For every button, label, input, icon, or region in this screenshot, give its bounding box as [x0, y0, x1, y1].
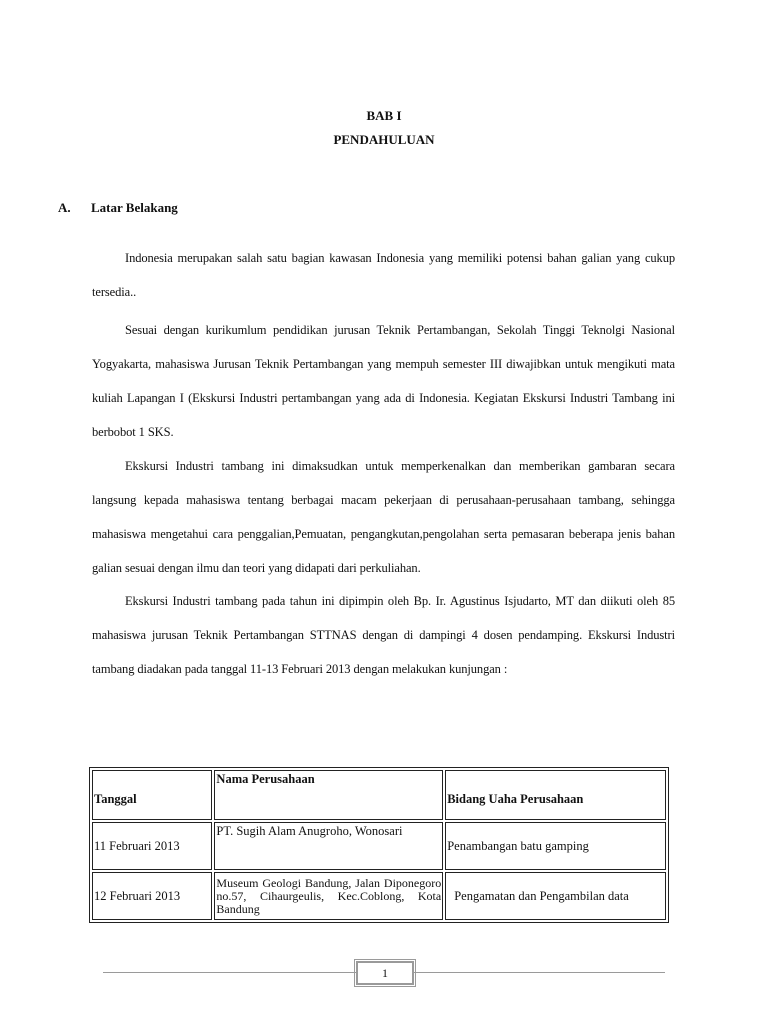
cell-company: Museum Geologi Bandung, Jalan Diponegoro no.57, Cihaurgeulis, Kec.Coblong, Kota Bandung	[214, 872, 443, 920]
section-title: Latar Belakang	[91, 200, 178, 215]
page-number: 1	[356, 961, 414, 985]
section-heading	[58, 200, 178, 216]
paragraph-1: Indonesia merupakan salah satu bagian kawasan Indonesia yang memiliki potensi bahan galian yang cukup tersedia..	[92, 251, 675, 299]
visit-table	[89, 767, 669, 923]
cell-date: 12 Februari 2013	[92, 872, 212, 920]
table-row	[92, 872, 666, 920]
header-nama-perusahaan: Nama Perusahaan	[214, 770, 443, 820]
paragraph-3: Ekskursi Industri tambang ini dimaksudkan untuk memperkenalkan dan memberikan gambaran secara langsung kepada mahasiswa tentang berbagai macam pekerjaan di perusahaan-perusahaan tambang, sehingga mahasiswa mengetahui cara penggalian,Pemuatan, pengangkutan,pengolahan serta pemasaran beberapa jenis bahan galian sesuai dengan ilmu dan teori yang didapati dari perkuliahan.	[92, 459, 675, 575]
cell-company: PT. Sugih Alam Anugroho, Wonosari	[214, 822, 443, 870]
cell-date: 11 Februari 2013	[92, 822, 212, 870]
table-header-row	[92, 770, 666, 820]
chapter-label: BAB I	[366, 108, 402, 123]
paragraph-2: Sesuai dengan kurikumlum pendidikan jurusan Teknik Pertambangan, Sekolah Tinggi Teknolgi Nasional Yogyakarta, mahasiswa Jurusan Teknik Pertambangan yang mempuh semester III diwajibkan untuk mengikuti mata kuliah Lapangan I (Ekskursi Industri pertambangan yang ada di Indonesia. Kegiatan Ekskursi Industri Tambang ini berbobot 1 SKS.	[92, 323, 675, 439]
cell-business-field: Penambangan batu gamping	[445, 822, 666, 870]
header-tanggal: Tanggal	[92, 770, 212, 820]
paragraph-4: Ekskursi Industri tambang pada tahun ini dipimpin oleh Bp. Ir. Agustinus Isjudarto, MT dan diikuti oleh 85 mahasiswa jurusan Teknik Pertambangan STTNAS dengan di dampingi 4 dosen pendamping. Ekskursi Industri tambang diadakan pada tanggal 11-13 Februari 2013 dengan melakukan kunjungan :	[92, 594, 675, 676]
section-letter: A.	[58, 200, 71, 215]
chapter-title: PENDAHULUAN	[333, 132, 435, 147]
table-row	[92, 822, 666, 870]
header-bidang-usaha: Bidang Uaha Perusahaan	[445, 770, 666, 820]
cell-business-field: Pengamatan dan Pengambilan data	[445, 872, 666, 920]
